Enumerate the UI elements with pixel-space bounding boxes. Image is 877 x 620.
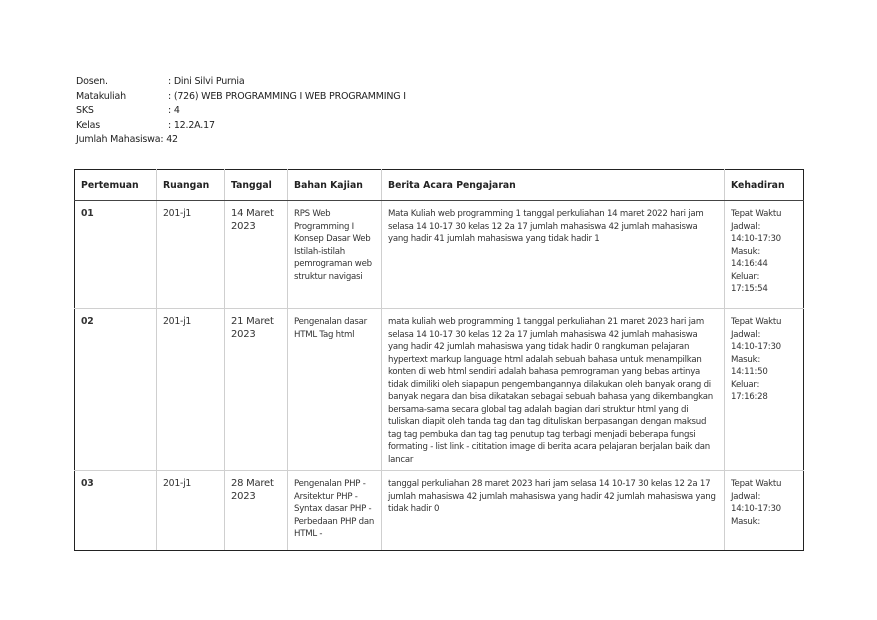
cell-pertemuan: 01 (75, 201, 157, 309)
cell-kehadiran (725, 309, 804, 471)
info-row-kelas (76, 119, 406, 134)
kehadiran-masuk-label: Masuk: (731, 246, 760, 257)
info-label: SKS (76, 105, 94, 116)
header-pertemuan: Pertemuan (75, 170, 157, 201)
info-label: Dosen. (76, 76, 108, 87)
kehadiran-jadwal-label: Jadwal: (731, 329, 761, 340)
kehadiran-jadwal-value: 14:10-17:30 (731, 504, 781, 514)
kehadiran-jadwal-label: Jadwal: (731, 491, 761, 502)
info-row-sks (76, 104, 406, 119)
kehadiran-status: Tepat Waktu (731, 317, 782, 327)
kehadiran-jadwal-value: 14:10-17:30 (731, 234, 781, 244)
info-row-matakuliah (76, 90, 406, 105)
info-label: Matakuliah (76, 90, 126, 102)
info-value: : 42 (160, 134, 178, 145)
kehadiran-masuk-label: Masuk: (731, 354, 760, 365)
table-row (75, 471, 804, 551)
cell-tanggal: 28 Maret 2023 (225, 471, 288, 551)
cell-tanggal: 21 Maret 2023 (225, 309, 288, 471)
course-info (76, 75, 406, 148)
info-label: Jumlah Mahasiswa (76, 134, 161, 145)
cell-bahan-kajian: Pengenalan dasar HTML Tag html (288, 309, 382, 471)
table-row (75, 201, 804, 309)
cell-kehadiran (725, 201, 804, 309)
kehadiran-jadwal-label: Jadwal: (731, 221, 761, 232)
cell-bahan-kajian: Pengenalan PHP - Arsitektur PHP - Syntax dasar PHP - Perbedaan PHP dan HTML - (288, 471, 382, 551)
header-berita-acara: Berita Acara Pengajaran (382, 170, 725, 201)
header-ruangan: Ruangan (157, 170, 225, 201)
header-tanggal: Tanggal (225, 170, 288, 201)
kehadiran-keluar-label: Keluar: (731, 271, 760, 282)
kehadiran-status: Tepat Waktu (731, 479, 782, 489)
cell-berita-acara: tanggal perkuliahan 28 maret 2023 hari jam selasa 14 10-17 30 kelas 12 2a 17 jumlah mahasiswa 42 jumlah mahasiswa yang hadir 42 jumlah mahasiswa yang tidak hadir 0 (382, 471, 725, 551)
kehadiran-status: Tepat Waktu (731, 209, 782, 219)
cell-ruangan: 201-j1 (157, 309, 225, 471)
kehadiran-keluar-value: 17:15:54 (731, 284, 768, 294)
info-value: : 4 (168, 105, 180, 116)
kehadiran-masuk-value: 14:16:44 (731, 259, 768, 269)
info-row-dosen (76, 75, 406, 90)
table-header-row (75, 170, 804, 201)
info-value: : Dini Silvi Purnia (168, 76, 245, 87)
cell-berita-acara: Mata Kuliah web programming 1 tanggal perkuliahan 14 maret 2022 hari jam selasa 14 10-17 30 kelas 12 2a 17 jumlah mahasiswa 42 jumlah mahasiswa yang hadir 41 jumlah mahasiswa yang tidak hadir 1 (382, 201, 725, 309)
info-row-jumlah (76, 133, 406, 148)
cell-pertemuan: 02 (75, 309, 157, 471)
kehadiran-keluar-label: Keluar: (731, 379, 760, 390)
cell-berita-acara: mata kuliah web programming 1 tanggal perkuliahan 21 maret 2023 hari jam selasa 14 10-17 30 kelas 12 2a 17 jumlah mahasiswa 42 jumlah mahasiswa yang hadir 42 jumlah mahasiswa yang tidak hadir 0 rangkuman pelajaran hypertext markup language html adalah sebuah bahasa untuk menampilkan konten di web html sendiri adalah bahasa pemrograman yang bebas artinya tidak dimiliki oleh siapapun pengembangannya dilakukan oleh banyak orang di banyak negara dan bisa dikatakan sebagai sebuah bahasa yang dikembangkan bersama-sama secara global tag adalah bagian dari struktur html yang di tuliskan diapit oleh tanda tag dan tag dituliskan berpasangan dengan maksud tag tag pembuka dan tag tag penutup tag terbagi menjadi beberapa fungsi formating - list link - cititation image di berita acara pelajaran berjalan baik dan lancar (382, 309, 725, 471)
cell-tanggal: 14 Maret 2023 (225, 201, 288, 309)
kehadiran-keluar-value: 17:16:28 (731, 392, 768, 402)
cell-kehadiran (725, 471, 804, 551)
kehadiran-jadwal-value: 14:10-17:30 (731, 342, 781, 352)
table-row (75, 309, 804, 471)
info-value: : (726) WEB PROGRAMMING I WEB PROGRAMMING I (168, 90, 406, 102)
kehadiran-masuk-value: 14:11:50 (731, 367, 768, 377)
info-label: Kelas (76, 119, 101, 131)
cell-pertemuan: 03 (75, 471, 157, 551)
header-kehadiran: Kehadiran (725, 170, 804, 201)
cell-bahan-kajian: RPS Web Programming I Konsep Dasar Web Istilah-istilah pemrograman web struktur navigasi (288, 201, 382, 309)
cell-ruangan: 201-j1 (157, 201, 225, 309)
cell-ruangan: 201-j1 (157, 471, 225, 551)
info-value: : 12.2A.17 (168, 119, 215, 131)
teaching-report-table (74, 169, 804, 551)
kehadiran-masuk-label: Masuk: (731, 516, 760, 527)
header-bahan-kajian: Bahan Kajian (288, 170, 382, 201)
